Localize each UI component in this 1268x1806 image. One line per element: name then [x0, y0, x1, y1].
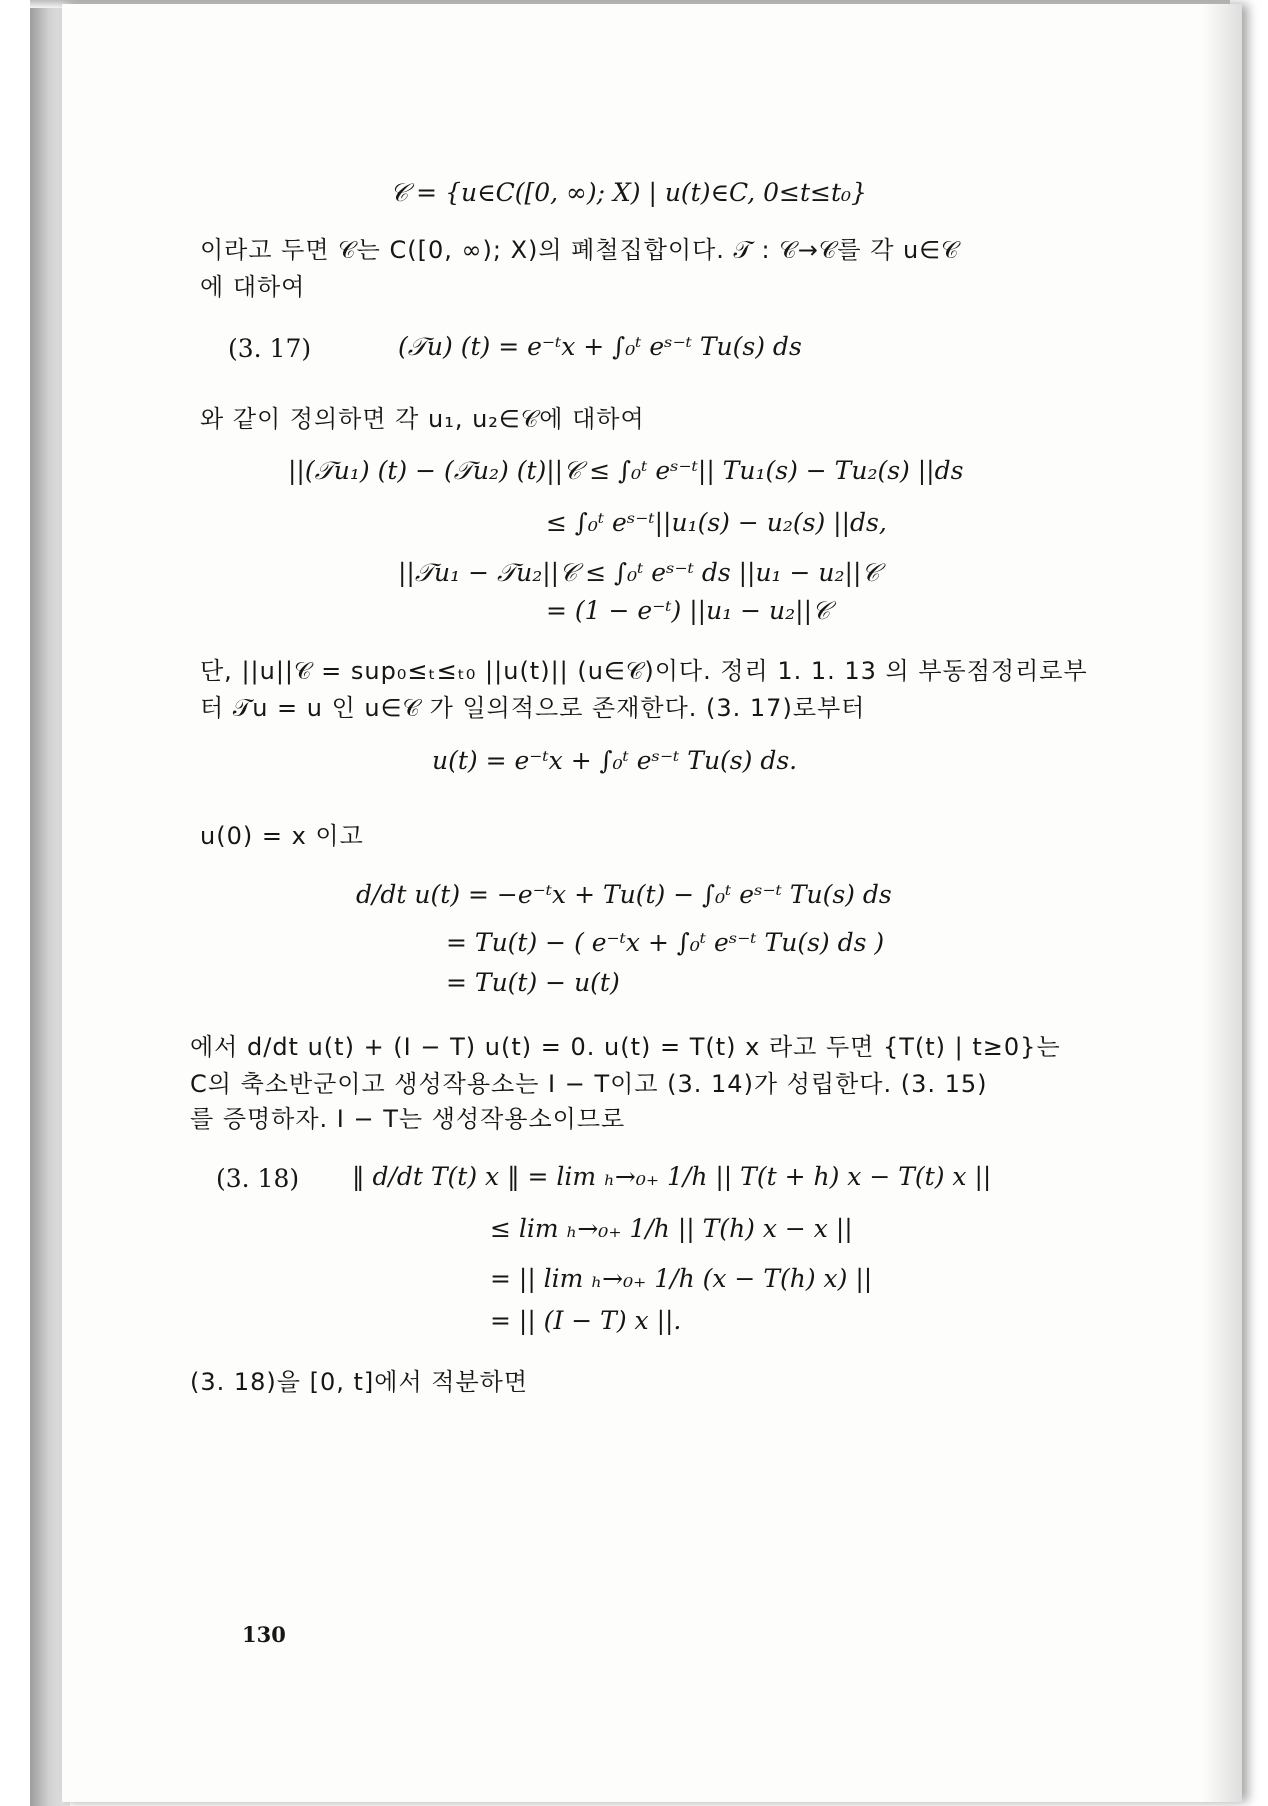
text-line: 에서 d/dt u(t) + (I − T) u(t) = 0. u(t) = T(t) x 라고 두면 {T(t) | t≥0}는	[190, 1033, 1061, 1061]
inequality-line: = (1 − e⁻ᵗ) ||u₁ − u₂||𝒞	[546, 596, 831, 625]
equation-3-18-line: = || lim ₕ→₀₊ 1/h (x − T(h) x) ||	[490, 1264, 873, 1293]
derivative-line: d/dt u(t) = −e⁻ᵗx + Tu(t) − ∫₀ᵗ eˢ⁻ᵗ Tu(s) ds	[356, 880, 892, 909]
equation-3-18-line: = || (I − T) x ||.	[490, 1306, 682, 1335]
text-line: 와 같이 정의하면 각 u₁, u₂∈𝒞에 대하여	[200, 405, 645, 433]
text-line: 이라고 두면 𝒞는 C([0, ∞); X)의 폐철집합이다. 𝒯 : 𝒞→𝒞를 각 u∈𝒞	[200, 236, 960, 264]
text-line: 터 𝒯u = u 인 u∈𝒞 가 일의적으로 존재한다. (3. 17)로부터	[200, 694, 866, 722]
text-line: 를 증명하자. I − T는 생성작용소이므로	[190, 1105, 626, 1133]
equation-3-18-line: ≤ lim ₕ→₀₊ 1/h || T(h) x − x ||	[490, 1214, 853, 1243]
inequality-line: ||(𝒯u₁) (t) − (𝒯u₂) (t)||𝒞 ≤ ∫₀ᵗ eˢ⁻ᵗ|| Tu₁(s) − Tu₂(s) ||ds	[288, 456, 964, 485]
solution-equation: u(t) = e⁻ᵗx + ∫₀ᵗ eˢ⁻ᵗ Tu(s) ds.	[432, 746, 798, 775]
inequality-line: ≤ ∫₀ᵗ eˢ⁻ᵗ||u₁(s) − u₂(s) ||ds,	[546, 508, 887, 537]
text-line: C의 축소반군이고 생성작용소는 I − T이고 (3. 14)가 성립한다. (3. 15)	[190, 1070, 988, 1098]
equation-number: (3. 18)	[216, 1164, 300, 1193]
derivative-line: = Tu(t) − u(t)	[446, 968, 620, 997]
derivative-line: = Tu(t) − ( e⁻ᵗx + ∫₀ᵗ eˢ⁻ᵗ Tu(s) ds )	[446, 928, 885, 957]
page-shading	[1202, 4, 1242, 1802]
page-number: 130	[242, 1622, 286, 1647]
equation-3-18: ‖ d/dt T(t) x ‖ = lim ₕ→₀₊ 1/h || T(t + h) x − T(t) x ||	[352, 1162, 992, 1191]
set-definition-equation: 𝒞 = {u∈C([0, ∞); X) | u(t)∈C, 0≤t≤t₀}	[390, 178, 867, 207]
inequality-line: ||𝒯u₁ − 𝒯u₂||𝒞 ≤ ∫₀ᵗ eˢ⁻ᵗ ds ||u₁ − u₂||𝒞	[398, 558, 880, 587]
text-line: (3. 18)을 [0, t]에서 적분하면	[190, 1368, 529, 1396]
equation-3-17: (𝒯u) (t) = e⁻ᵗx + ∫₀ᵗ eˢ⁻ᵗ Tu(s) ds	[398, 332, 802, 361]
text-line: u(0) = x 이고	[200, 822, 364, 850]
text-line: 에 대하여	[200, 273, 306, 301]
text-line: 단, ||u||𝒞 = sup₀≤ₜ≤ₜ₀ ||u(t)|| (u∈𝒞)이다. 정리 1. 1. 13 의 부동점정리로부	[200, 657, 1088, 685]
equation-number: (3. 17)	[228, 334, 312, 363]
